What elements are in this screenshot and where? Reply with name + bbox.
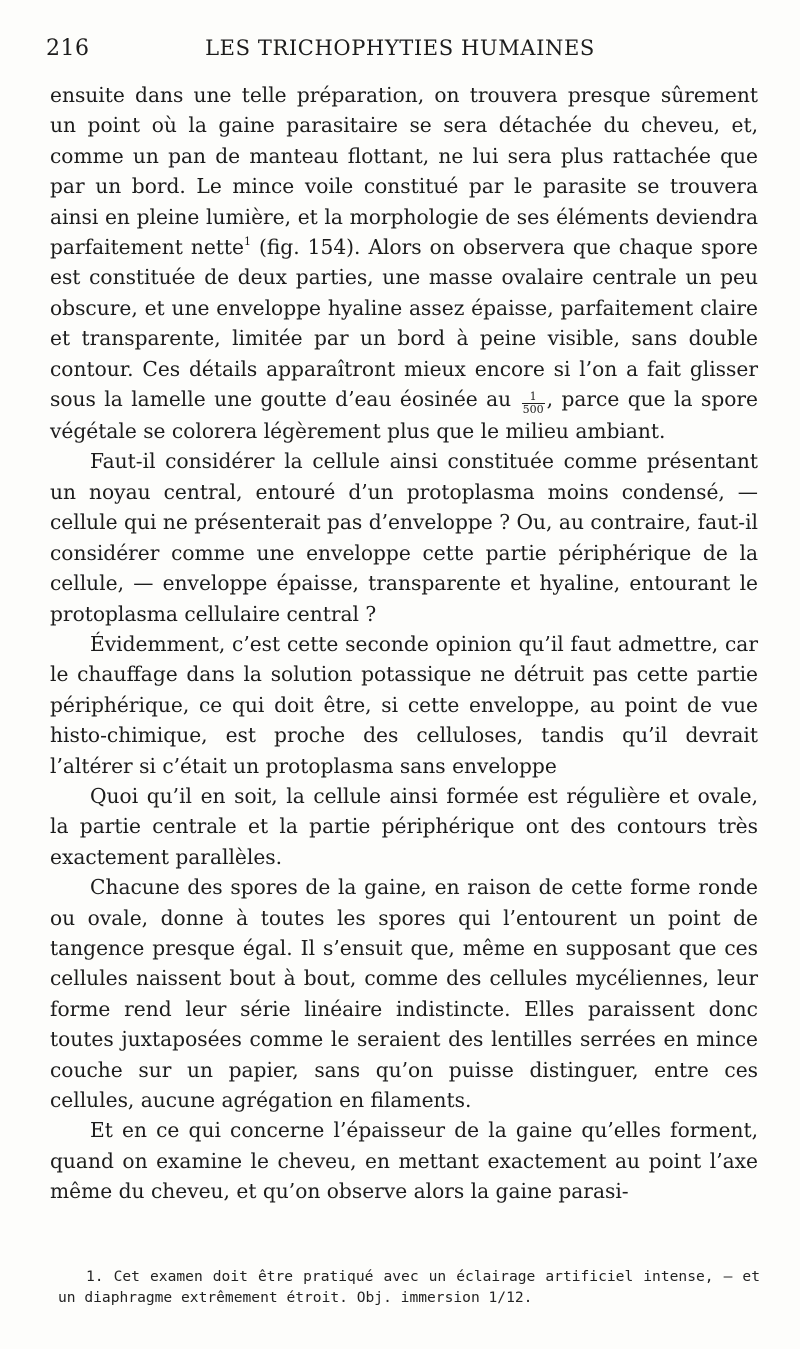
fraction-numerator: 1 [522, 391, 545, 404]
page-number: 216 [46, 36, 90, 61]
paragraph-1-text-a: ensuite dans une telle préparation, on trouvera presque sûrement un point où la gaine parasitaire se sera détachée du cheveu, et, comme un pan de manteau flottant, ne lui sera plus rattachée que par un bord. Le mince voile constitué par le parasite se trouvera ainsi en pleine lumière, et la morphologie de ses éléments deviendra parfaitement nette [50, 83, 758, 260]
page-header [46, 36, 754, 70]
body-text [50, 80, 758, 1207]
fraction-denominator: 500 [522, 403, 544, 417]
footnote [58, 1266, 760, 1308]
paragraph-4: Quoi qu’il en soit, la cellule ainsi formée est régulière et ovale, la partie centrale et la partie périphérique ont des contours très exactement parallèles. [50, 783, 758, 869]
paragraph-2: Faut-il considérer la cellule ainsi constituée comme présentant un noyau central, entouré d’un protoplasma moins condensé, — cellule qui ne présenterait pas d’enveloppe ? Ou, au contraire, faut-il considérer comme une enveloppe cette partie périphérique de la cellule, — enveloppe épaisse, transparente et hyaline, entourant le protoplasma cellulaire central ? [50, 449, 758, 626]
footnote-text: 1. Cet examen doit être pratiqué avec un éclairage artificiel intense, — et un diaphragme extrêmement étroit. Obj. immersion 1/12. [58, 1268, 760, 1306]
fraction [522, 391, 545, 416]
paragraph-6: Et en ce qui concerne l’épaisseur de la gaine qu’elles forment, quand on examine le cheveu, en mettant exactement au point l’axe même du cheveu, et qu’on observe alors la gaine parasi- [50, 1118, 758, 1204]
paragraph-3: Évidemment, c’est cette seconde opinion qu’il faut admettre, car le chauffage dans la solution potassique ne détruit pas cette partie périphérique, ce qui doit être, si cette enveloppe, au point de vue histo-chimique, est proche des celluloses, tandis qu’il devrait l’altérer si c’était un protoplasma sans enveloppe [50, 631, 758, 778]
paragraph-1-text-b: (fig. 154). Alors on observera que chaque spore est constituée de deux parties, une masse ovalaire centrale un peu obscure, et une enveloppe hyaline assez épaisse, parfaitement claire et transparente, limitée par un bord à peine visible, sans double contour. Ces détails apparaîtront mieux encore si l’on a fait glisser sous la lamelle une goutte d’eau éosinée au [50, 235, 759, 412]
running-head: LES TRICHOPHYTIES HUMAINES [205, 36, 595, 60]
paragraph-1-text-c: , parce que la spore végétale se colorera légèrement plus que le milieu ambiant. [50, 387, 758, 444]
paragraph-5: Chacune des spores de la gaine, en raison de cette forme ronde ou ovale, donne à toutes les spores qui l’entourent un point de tangence presque égal. Il s’ensuit que, même en supposant que ces cellules naissent bout à bout, comme des cellules mycéliennes, leur forme rend leur série linéaire indistincte. Elles paraissent donc toutes juxtaposées comme le seraient des lentilles serrées en mince couche sur un papier, sans qu’on puisse distinguer, entre ces cellules, aucune agrégation en filaments. [50, 875, 758, 1112]
paragraph-1 [50, 80, 758, 446]
footnote-reference: 1 [243, 235, 251, 249]
